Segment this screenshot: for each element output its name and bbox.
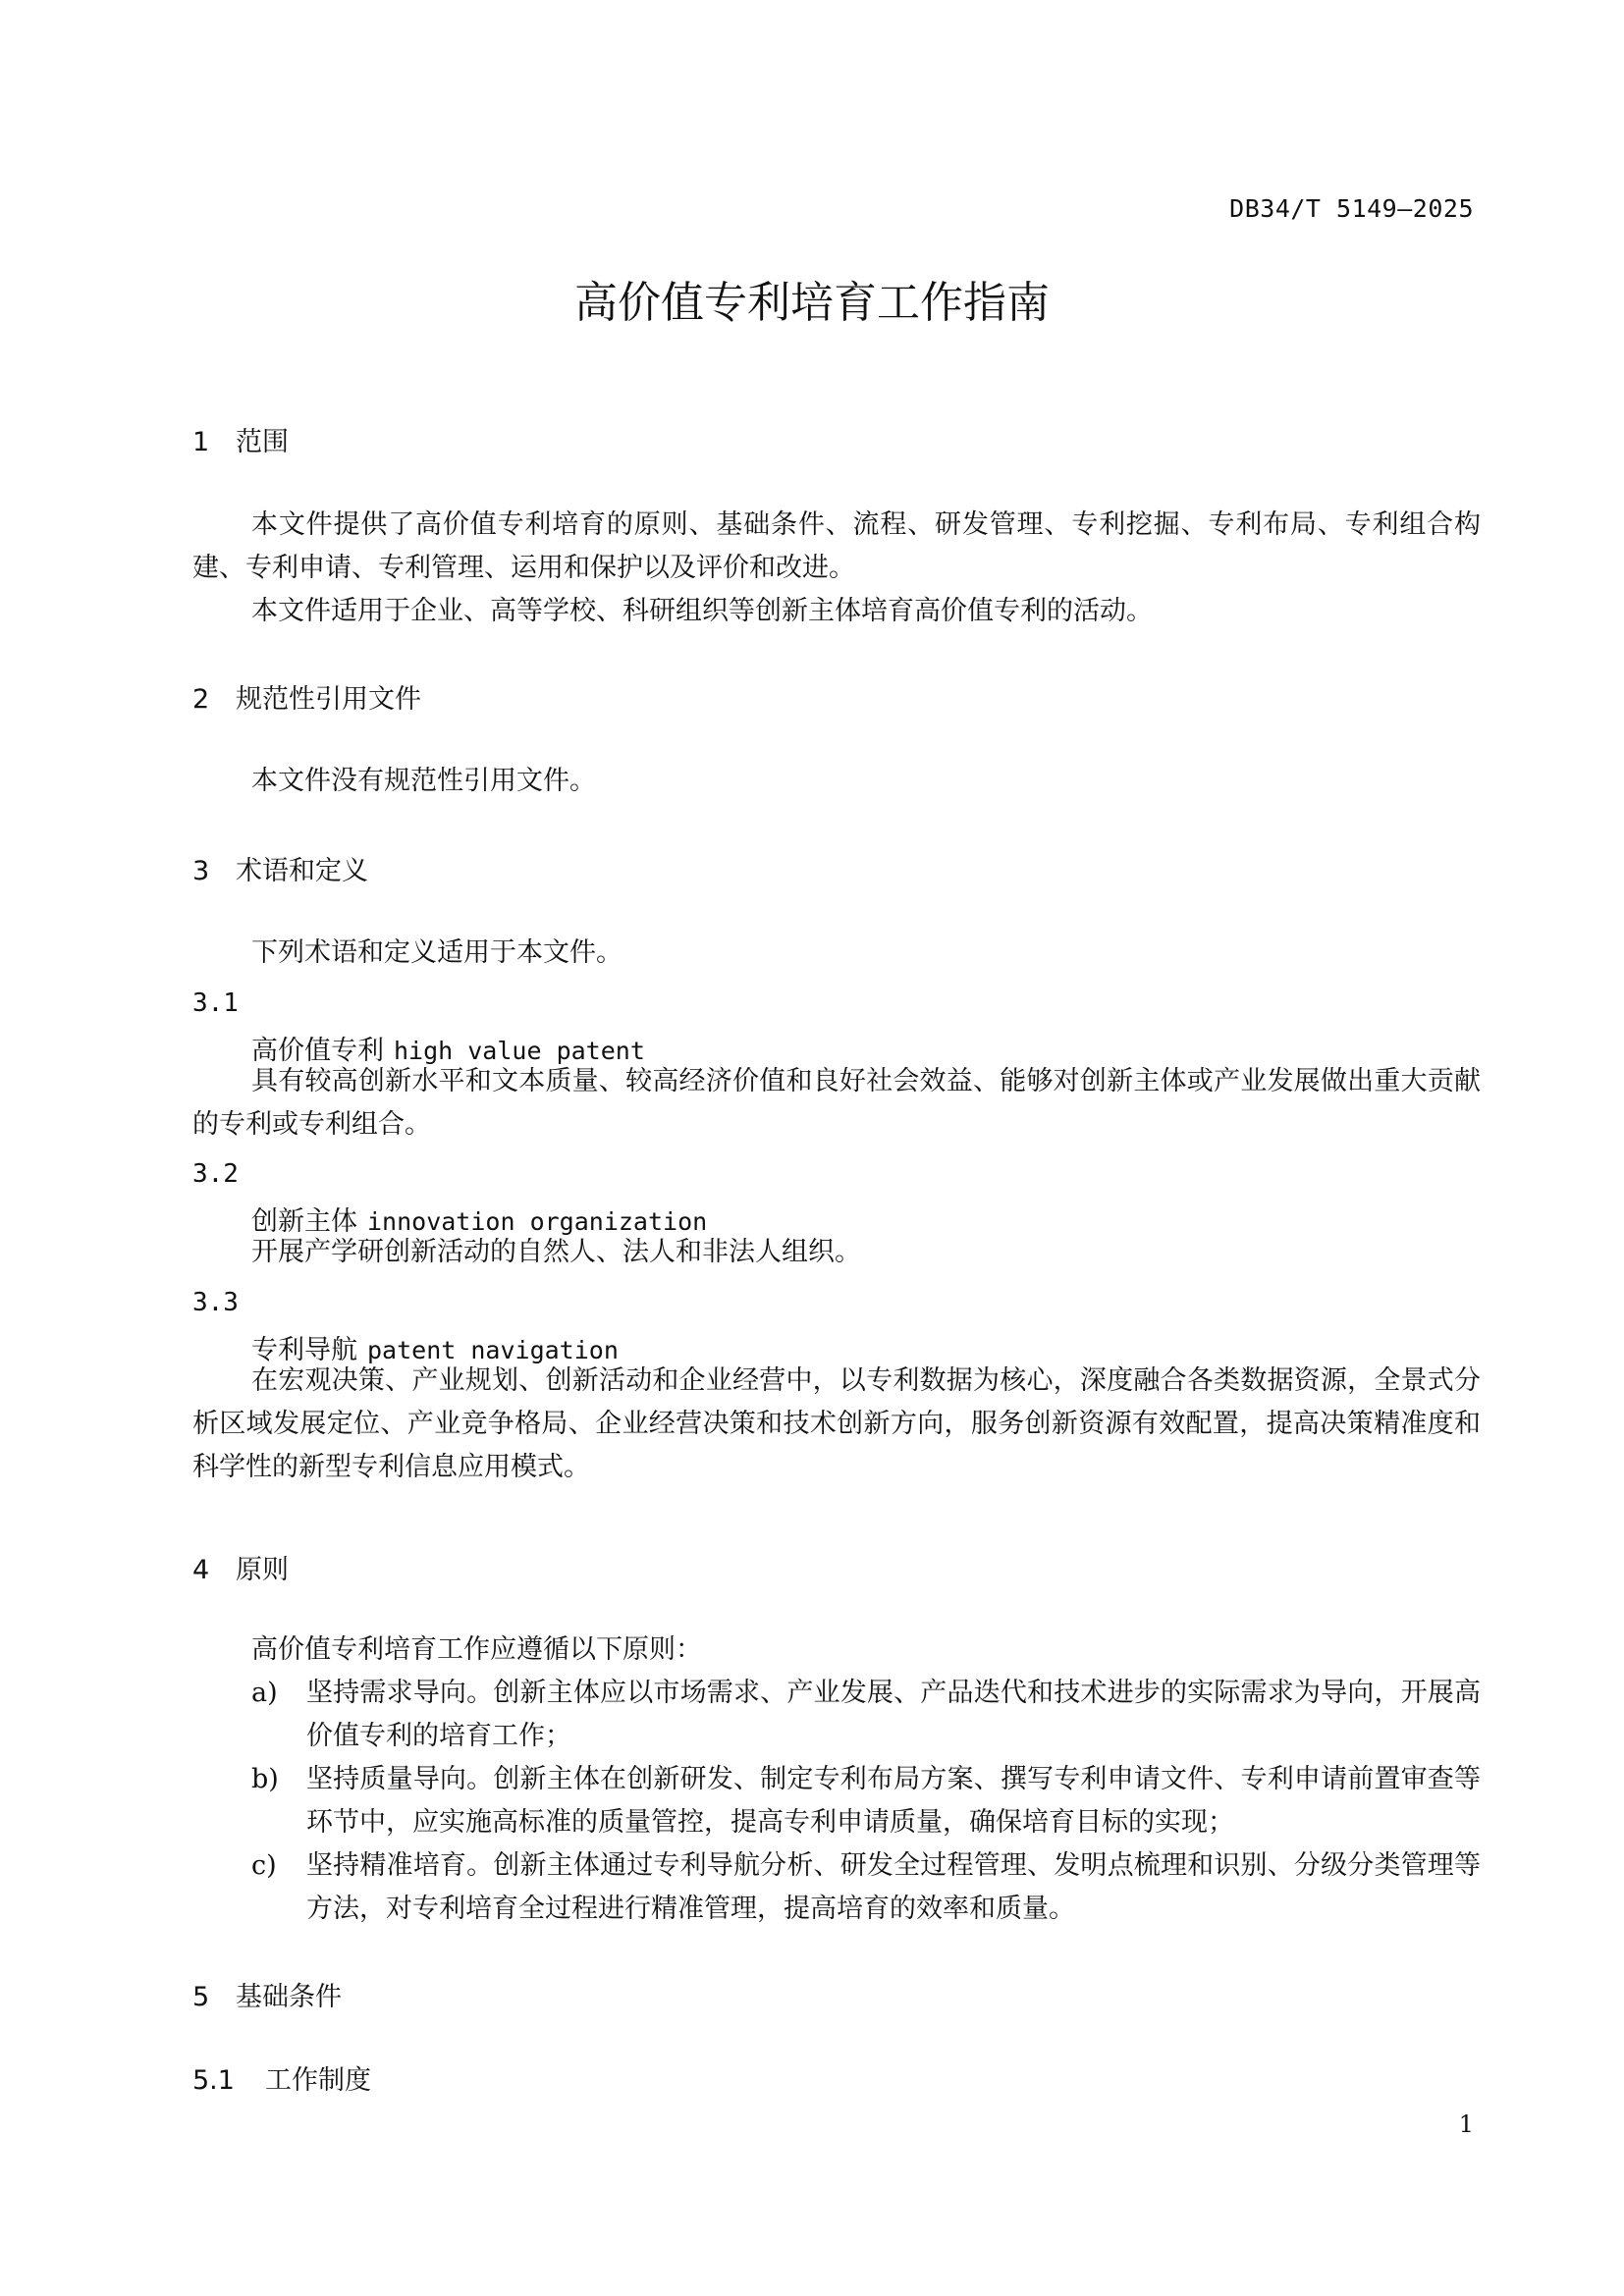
section-number: 1 xyxy=(192,427,210,457)
term-number: 3.3 xyxy=(192,1288,239,1317)
section-title: 基础条件 xyxy=(236,1982,342,2012)
paragraph: 下列术语和定义适用于本文件。 xyxy=(251,937,623,968)
term-number: 3.2 xyxy=(192,1159,239,1189)
list-item xyxy=(251,1758,1481,1844)
section-number: 5 xyxy=(192,1982,210,2012)
list-text: 坚持质量导向。创新主体在创新研发、制定专利布局方案、撰写专利申请文件、专利申请前置审查等环节中，应实施高标准的质量管控，提高专利申请质量，确保培育目标的实现； xyxy=(306,1764,1481,1838)
list-marker: b) xyxy=(251,1764,279,1794)
subsection-title: 工作制度 xyxy=(265,2065,371,2096)
subsection-heading-5-1 xyxy=(192,2058,371,2097)
term-zh: 专利导航 xyxy=(251,1335,357,1365)
standard-number: DB34/T 5149—2025 xyxy=(1229,194,1474,223)
section-heading-2 xyxy=(192,677,421,716)
document-title: 高价值专利培育工作指南 xyxy=(574,278,1050,328)
section-heading-3 xyxy=(192,849,368,887)
paragraph: 本文件提供了高价值专利培育的原则、基础条件、流程、研发管理、专利挖掘、专利布局、专利组合构建、专利申请、专利管理、运用和保护以及评价和改进。 xyxy=(192,509,1481,583)
section-heading-5 xyxy=(192,1975,342,2013)
list-item xyxy=(251,1844,1481,1931)
list-item xyxy=(251,1672,1481,1758)
term-en: high value patent xyxy=(394,1037,645,1065)
section-title: 范围 xyxy=(236,427,289,457)
list-marker: c) xyxy=(251,1850,277,1881)
list-text: 坚持精准培育。创新主体通过专利导航分析、研发全过程管理、发明点梳理和识别、分级分类管理等方法，对专利培育全过程进行精准管理，提高培育的效率和质量。 xyxy=(306,1850,1481,1924)
subsection-number: 5.1 xyxy=(192,2065,235,2096)
term-en: patent navigation xyxy=(367,1336,619,1364)
section-number: 2 xyxy=(192,684,210,715)
paragraph: 高价值专利培育工作应遵循以下原则： xyxy=(251,1634,702,1665)
term-definition: 具有较高创新水平和文本质量、较高经济价值和良好社会效益、能够对创新主体或产业发展做出重大贡献的专利或专利组合。 xyxy=(192,1066,1481,1140)
term-zh: 高价值专利 xyxy=(251,1036,384,1066)
section-number: 3 xyxy=(192,856,210,886)
section-number: 4 xyxy=(192,1555,210,1585)
term-zh: 创新主体 xyxy=(251,1206,357,1237)
term-number: 3.1 xyxy=(192,988,239,1018)
term-definition: 开展产学研创新活动的自然人、法人和非法人组织。 xyxy=(251,1237,861,1267)
list-marker: a) xyxy=(251,1678,278,1708)
section-title: 术语和定义 xyxy=(236,856,368,886)
section-title: 规范性引用文件 xyxy=(236,684,421,715)
term-en: innovation organization xyxy=(367,1207,708,1236)
paragraph: 本文件没有规范性引用文件。 xyxy=(251,766,596,796)
section-title: 原则 xyxy=(236,1555,289,1585)
page-number: 1 xyxy=(1458,2110,1474,2138)
list-text: 坚持需求导向。创新主体应以市场需求、产业发展、产品迭代和技术进步的实际需求为导向，开展高价值专利的培育工作； xyxy=(306,1678,1481,1751)
paragraph: 本文件适用于企业、高等学校、科研组织等创新主体培育高价值专利的活动。 xyxy=(251,596,1153,626)
section-heading-4 xyxy=(192,1548,289,1586)
section-heading-1 xyxy=(192,420,289,458)
term-definition: 在宏观决策、产业规划、创新活动和企业经营中，以专利数据为核心，深度融合各类数据资源，全景式分析区域发展定位、产业竞争格局、企业经营决策和技术创新方向，服务创新资源有效配置，提高决策精准度和科学性的新型专利信息应用模式。 xyxy=(192,1365,1481,1482)
